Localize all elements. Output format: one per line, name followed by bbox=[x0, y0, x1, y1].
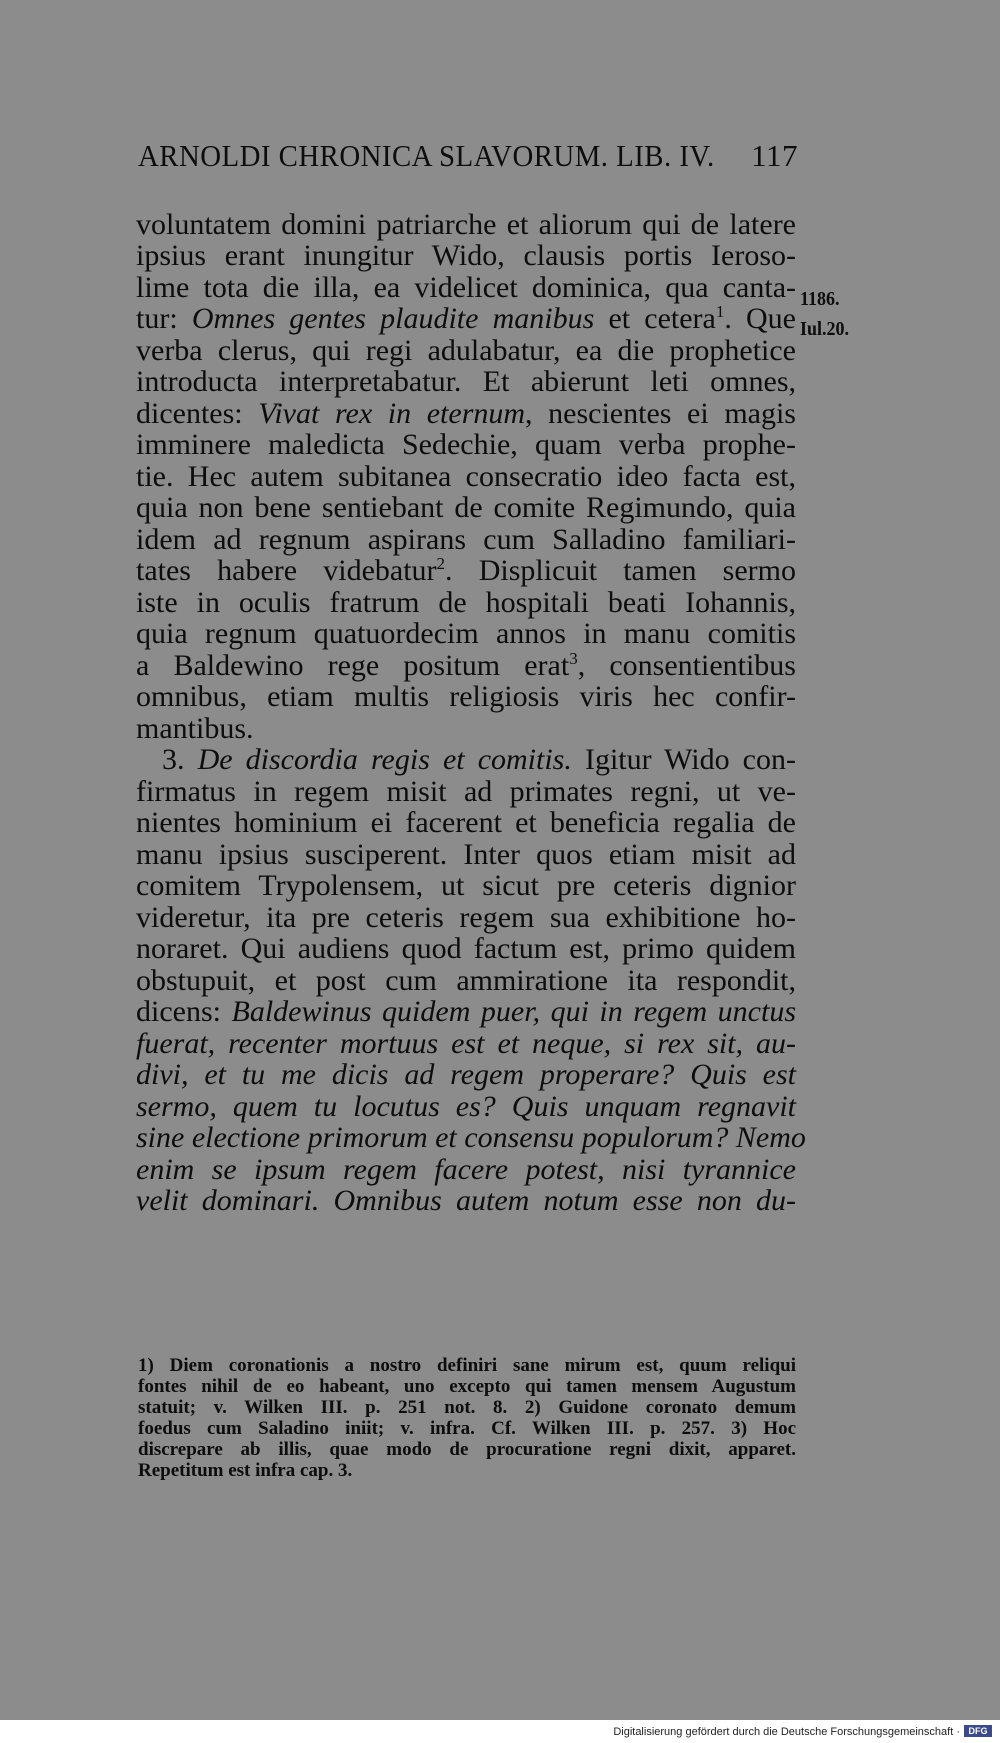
text-line: quia regnum quatuordecim annos in manu comitis bbox=[136, 617, 796, 650]
text-line: firmatus in regem misit ad primates regni, ut ve- bbox=[136, 775, 796, 808]
page-number: 117 bbox=[751, 138, 798, 173]
text-line: lime tota die illa, ea videlicet dominica, qua canta- bbox=[136, 271, 796, 304]
section-title: De discordia regis et comitis. bbox=[197, 743, 572, 776]
text-line: dicens: Baldewinus quidem puer, qui in regem unctus bbox=[136, 995, 797, 1028]
footnote-line: foedus cum Saladino iniit; v. infra. Cf. Wilken III. p. 257. 3) Hoc bbox=[138, 1418, 796, 1439]
footnote-line: statuit; v. Wilken III. p. 251 not. 8. 2) Guidone coronato demum bbox=[138, 1397, 796, 1418]
text-line: videretur, ita pre ceteris regem sua exhibitione ho- bbox=[136, 901, 796, 934]
text-line: tur: Omnes gentes plaudite manibus et cetera$^1$. Que bbox=[136, 302, 796, 335]
text-line: obstupuit, et post cum ammiratione ita respondit, bbox=[136, 964, 796, 997]
text-line: verba clerus, qui regi adulabatur, ea die prophetice bbox=[136, 334, 796, 367]
text-line: imminere maledicta Sedechie, quam verba prophe- bbox=[136, 428, 796, 461]
text-line: iste in oculis fratrum de hospitali beati Iohannis, bbox=[136, 586, 796, 619]
text-line: fuerat, recenter mortuus est et neque, si rex sit, au- bbox=[136, 1027, 796, 1060]
text-line: tates habere videbatur$^2$. Displicuit tamen sermo bbox=[136, 554, 796, 587]
footnote-line: 1) Diem coronationis a nostro definiri sane mirum est, quum reliqui bbox=[138, 1355, 796, 1376]
text-line: enim se ipsum regem facere potest, nisi tyrannice bbox=[136, 1153, 796, 1186]
funding-credit: Digitalisierung gefördert durch die Deutsche Forschungsgemeinschaft · bbox=[613, 1726, 960, 1738]
footnote-line: Repetitum est infra cap. 3. bbox=[138, 1460, 353, 1481]
text-line: sermo, quem tu locutus es? Quis unquam regnavit bbox=[136, 1090, 796, 1123]
text-line: comitem Trypolensem, ut sicut pre ceteris dignior bbox=[136, 869, 796, 902]
text-line: manu ipsius susciperent. Inter quos etiam misit ad bbox=[136, 838, 796, 871]
text-line: velit dominari. Omnibus autem notum esse non du- bbox=[136, 1184, 796, 1217]
text-line: dicentes: Vivat rex in eternum, nescientes ei magis bbox=[136, 397, 796, 430]
italic-quote: Vivat rex in eternum bbox=[258, 397, 526, 430]
text-line: divi, et tu me dicis ad regem properare? Quis est bbox=[136, 1058, 796, 1091]
text-line: introducta interpretabatur. Et abierunt leti omnes, bbox=[136, 365, 796, 398]
margin-note-date: Iul.20. bbox=[800, 318, 850, 340]
text-line: voluntatem domini patriarche et aliorum qui de latere bbox=[136, 208, 796, 241]
text-line: omnibus, etiam multis religiosis viris hec confir- bbox=[136, 680, 796, 713]
dfg-logo-icon: DFG bbox=[964, 1725, 992, 1737]
text-line: nientes hominium ei facerent et beneficia regalia de bbox=[136, 806, 796, 839]
italic-quote: Baldewinus quidem puer, qui in regem unctus bbox=[231, 995, 797, 1028]
text-line: tie. Hec autem subitanea consecratio ideo facta est, bbox=[136, 460, 796, 493]
text-line: sine electione primorum et consensu populorum? Nemo bbox=[136, 1121, 806, 1154]
footnote-line: fontes nihil de eo habeant, uno excepto qui tamen mensem Augustum bbox=[138, 1376, 796, 1397]
text-line: quia non bene sentiebant de comite Regimundo, quia bbox=[136, 491, 796, 524]
text-line: mantibus. bbox=[136, 712, 254, 745]
text-line: a Baldewino rege positum erat$^3$, consentientibus bbox=[136, 649, 796, 682]
text-line: idem ad regnum aspirans cum Salladino familiari- bbox=[136, 523, 796, 556]
section-heading-line: 3. De discordia regis et comitis. Igitur Wido con- bbox=[162, 743, 796, 776]
margin-note-year: 1186. bbox=[800, 288, 840, 310]
footnote-line: discrepare ab illis, quae modo de procuratione regni dixit, apparet. bbox=[138, 1439, 796, 1460]
text-line: ipsius erant inungitur Wido, clausis portis Ieroso- bbox=[136, 239, 796, 272]
footnote-ref: 1 bbox=[715, 302, 725, 321]
text-line: noraret. Qui audiens quod factum est, primo quidem bbox=[136, 932, 796, 965]
footnote-ref: 3 bbox=[569, 649, 578, 668]
italic-quote: Omnes gentes plaudite manibus bbox=[191, 302, 595, 335]
footnote-ref: 2 bbox=[436, 554, 446, 573]
running-title: ARNOLDI CHRONICA SLAVORUM. LIB. IV. bbox=[138, 138, 715, 173]
